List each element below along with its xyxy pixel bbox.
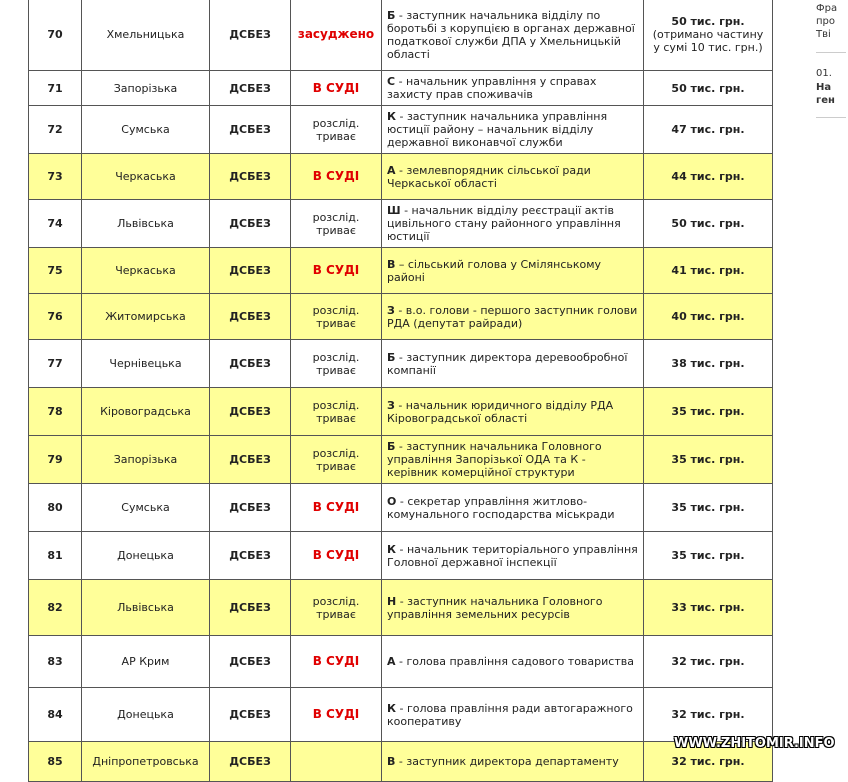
agency-cell: ДСБЕЗ [210,248,291,294]
official-description-cell [382,248,644,294]
official-position: - начальник територіального управління Головної державної інспекції [387,542,638,569]
case-status-cell: розслід. триває [291,388,382,436]
region-cell: Донецька [82,532,210,580]
agency-cell: ДСБЕЗ [210,742,291,782]
official-position: - начальник управління у справах захисту прав споживачів [387,75,597,101]
official-initial: Н [387,594,397,608]
official-initial: Б [387,8,396,22]
bribe-amount-cell [644,154,773,200]
bribe-amount: 35 тис. грн. [671,501,745,514]
agency-cell: ДСБЕЗ [210,294,291,340]
row-number-cell: 72 [29,106,82,154]
official-position: - заступник начальника управління юстиції району – начальник відділу державної виконавчої служби [387,110,608,149]
site-watermark: WWW.ZHITOMIR.INFO [674,736,835,751]
agency-cell: ДСБЕЗ [210,71,291,106]
region-cell: Сумська [82,484,210,532]
region-cell: Сумська [82,106,210,154]
official-initial: В [387,257,396,271]
region-cell: Житомирська [82,294,210,340]
case-status-cell: розслід. триває [291,200,382,248]
agency-cell: ДСБЕЗ [210,580,291,636]
official-initial: К [387,701,396,715]
table-row [29,742,773,782]
row-number-cell: 81 [29,532,82,580]
official-position: - начальник юридичного відділу РДА Кіровоградської області [387,398,614,425]
official-description-cell [382,200,644,248]
table-row [29,106,773,154]
bribe-amount-cell [644,436,773,484]
corruption-cases-table [28,0,773,782]
case-status-cell: розслід. триває [291,340,382,388]
table-row [29,71,773,106]
bribe-amount: 35 тис. грн. [671,453,745,466]
official-description-cell [382,71,644,106]
row-number-cell: 85 [29,742,82,782]
official-position: - в.о. голови - першого заступник голови РДА (депутат райради) [387,303,638,330]
bribe-amount: 35 тис. грн. [671,549,745,562]
bribe-amount-cell [644,71,773,106]
row-number-cell: 79 [29,436,82,484]
bribe-amount: 38 тис. грн. [671,357,745,370]
sidebar-news-headline[interactable]: ген [816,95,835,106]
table-row [29,154,773,200]
official-initial: Б [387,440,396,453]
official-position: - голова правління ради автогаражного кооперативу [387,701,633,728]
region-cell: Львівська [82,580,210,636]
official-position: – сільський голова у Смілянському районі [387,257,602,284]
bribe-amount: 41 тис. грн. [671,264,745,277]
bribe-amount: 33 тис. грн. [671,601,745,614]
bribe-amount-cell [644,688,773,742]
row-number-cell: 76 [29,294,82,340]
official-position: - землевпорядник сільської ради Черкаської області [387,163,591,190]
case-status-cell: розслід. триває [291,436,382,484]
case-status-cell [291,742,382,782]
case-status-cell: розслід. триває [291,106,382,154]
bribe-amount: 32 тис. грн. [671,655,745,668]
right-sidebar [808,0,848,760]
bribe-amount-cell [644,0,773,71]
region-cell: Кіровоградська [82,388,210,436]
row-number-cell: 78 [29,388,82,436]
agency-cell: ДСБЕЗ [210,688,291,742]
row-number-cell: 80 [29,484,82,532]
official-description-cell [382,340,644,388]
row-number-cell: 74 [29,200,82,248]
table-row [29,580,773,636]
case-status-cell: засуджено [291,0,382,71]
bribe-amount: 50 тис. грн. [671,81,745,95]
official-initial: О [387,494,397,508]
row-number-cell: 83 [29,636,82,688]
row-number-cell: 71 [29,71,82,106]
official-initial: В [387,755,396,768]
bribe-amount: 32 тис. грн. [671,755,745,768]
table-row [29,388,773,436]
bribe-amount: 44 тис. грн. [671,170,745,183]
official-position: - голова правління садового товариства [395,655,634,668]
region-cell: Черкаська [82,154,210,200]
bribe-amount-cell [644,484,773,532]
region-cell: Донецька [82,688,210,742]
agency-cell: ДСБЕЗ [210,106,291,154]
bribe-amount: 50 тис. грн. [671,15,745,28]
case-status-cell: В СУДІ [291,484,382,532]
agency-cell: ДСБЕЗ [210,200,291,248]
bribe-amount-cell [644,636,773,688]
case-status-cell: В СУДІ [291,71,382,106]
official-description-cell [382,532,644,580]
bribe-amount-cell [644,106,773,154]
official-initial: К [387,110,396,123]
case-status-cell: В СУДІ [291,636,382,688]
bribe-amount: 32 тис. грн. [671,708,745,721]
official-description-cell [382,688,644,742]
bribe-amount-cell [644,294,773,340]
case-status-cell: розслід. триває [291,580,382,636]
official-description-cell [382,580,644,636]
table-row [29,0,773,71]
official-description-cell [382,484,644,532]
table-row [29,436,773,484]
official-position: - начальник відділу реєстрації актів цивільного стану районного управління юстиції [387,204,621,243]
bribe-amount-cell [644,532,773,580]
table-row [29,484,773,532]
sidebar-divider [816,117,846,118]
sidebar-snippet-line[interactable]: Тві [816,29,831,40]
sidebar-divider [816,52,846,53]
official-description-cell [382,106,644,154]
case-status-cell: розслід. триває [291,294,382,340]
region-cell: Запорізька [82,71,210,106]
region-cell: Львівська [82,200,210,248]
official-position: - заступник начальника Головного управління Запорізької ОДА та К - керівник комерційної структури [387,440,602,479]
official-position: - заступник начальника відділу по боротьбі з корупцією в органах державної податкової служби ДПА у Хмельницькій області [387,8,635,61]
region-cell: Чернівецька [82,340,210,388]
region-cell: АР Крим [82,636,210,688]
bribe-amount: 50 тис. грн. [671,217,745,230]
agency-cell: ДСБЕЗ [210,636,291,688]
bribe-amount-cell [644,200,773,248]
table-row [29,340,773,388]
official-description-cell [382,294,644,340]
agency-cell: ДСБЕЗ [210,154,291,200]
official-initial: Ш [387,204,401,217]
official-position: - заступник директора деревообробної компанії [387,350,628,377]
agency-cell: ДСБЕЗ [210,484,291,532]
sidebar-news-date: 01. [816,68,832,79]
region-cell: Запорізька [82,436,210,484]
official-initial: Б [387,350,396,364]
row-number-cell: 75 [29,248,82,294]
official-position: - заступник директора департаменту [395,755,619,768]
region-cell: Черкаська [82,248,210,294]
case-status-cell: В СУДІ [291,532,382,580]
table-row [29,636,773,688]
official-description-cell [382,436,644,484]
table-row [29,688,773,742]
agency-cell: ДСБЕЗ [210,340,291,388]
case-status-cell: В СУДІ [291,248,382,294]
region-cell: Дніпропетровська [82,742,210,782]
table-row [29,248,773,294]
agency-cell: ДСБЕЗ [210,436,291,484]
official-initial: К [387,542,396,556]
official-description-cell [382,154,644,200]
row-number-cell: 82 [29,580,82,636]
bribe-amount-cell [644,248,773,294]
row-number-cell: 84 [29,688,82,742]
sidebar-snippet-line[interactable]: Фра [816,3,838,14]
bribe-amount: 47 тис. грн. [671,123,745,136]
row-number-cell: 77 [29,340,82,388]
official-position: - заступник начальника Головного управління земельних ресурсів [387,594,603,621]
official-initial: А [387,655,396,668]
official-description-cell [382,0,644,71]
official-description-cell [382,742,644,782]
sidebar-snippet-line[interactable]: про [816,16,836,27]
official-initial: З [387,398,395,412]
agency-cell: ДСБЕЗ [210,532,291,580]
bribe-amount-cell [644,388,773,436]
bribe-amount-note: (отримано частину у сумі 10 тис. грн.) [652,28,764,54]
bribe-amount-cell [644,580,773,636]
official-description-cell [382,388,644,436]
row-number-cell: 70 [29,0,82,71]
bribe-amount-cell [644,340,773,388]
table-body [29,0,773,782]
case-status-cell: В СУДІ [291,154,382,200]
agency-cell: ДСБЕЗ [210,388,291,436]
bribe-amount: 40 тис. грн. [671,310,745,323]
table-row [29,532,773,580]
official-initial: С [387,75,396,88]
sidebar-news-headline[interactable]: На [816,82,832,93]
official-initial: З [387,303,395,317]
table-row [29,294,773,340]
official-initial: А [387,163,396,177]
table-row [29,200,773,248]
case-status-cell: В СУДІ [291,688,382,742]
region-cell: Хмельницька [82,0,210,71]
agency-cell: ДСБЕЗ [210,0,291,71]
row-number-cell: 73 [29,154,82,200]
bribe-amount: 35 тис. грн. [671,405,745,418]
official-description-cell [382,636,644,688]
official-position: - секретар управління житлово-комунального господарства міськради [387,494,615,521]
